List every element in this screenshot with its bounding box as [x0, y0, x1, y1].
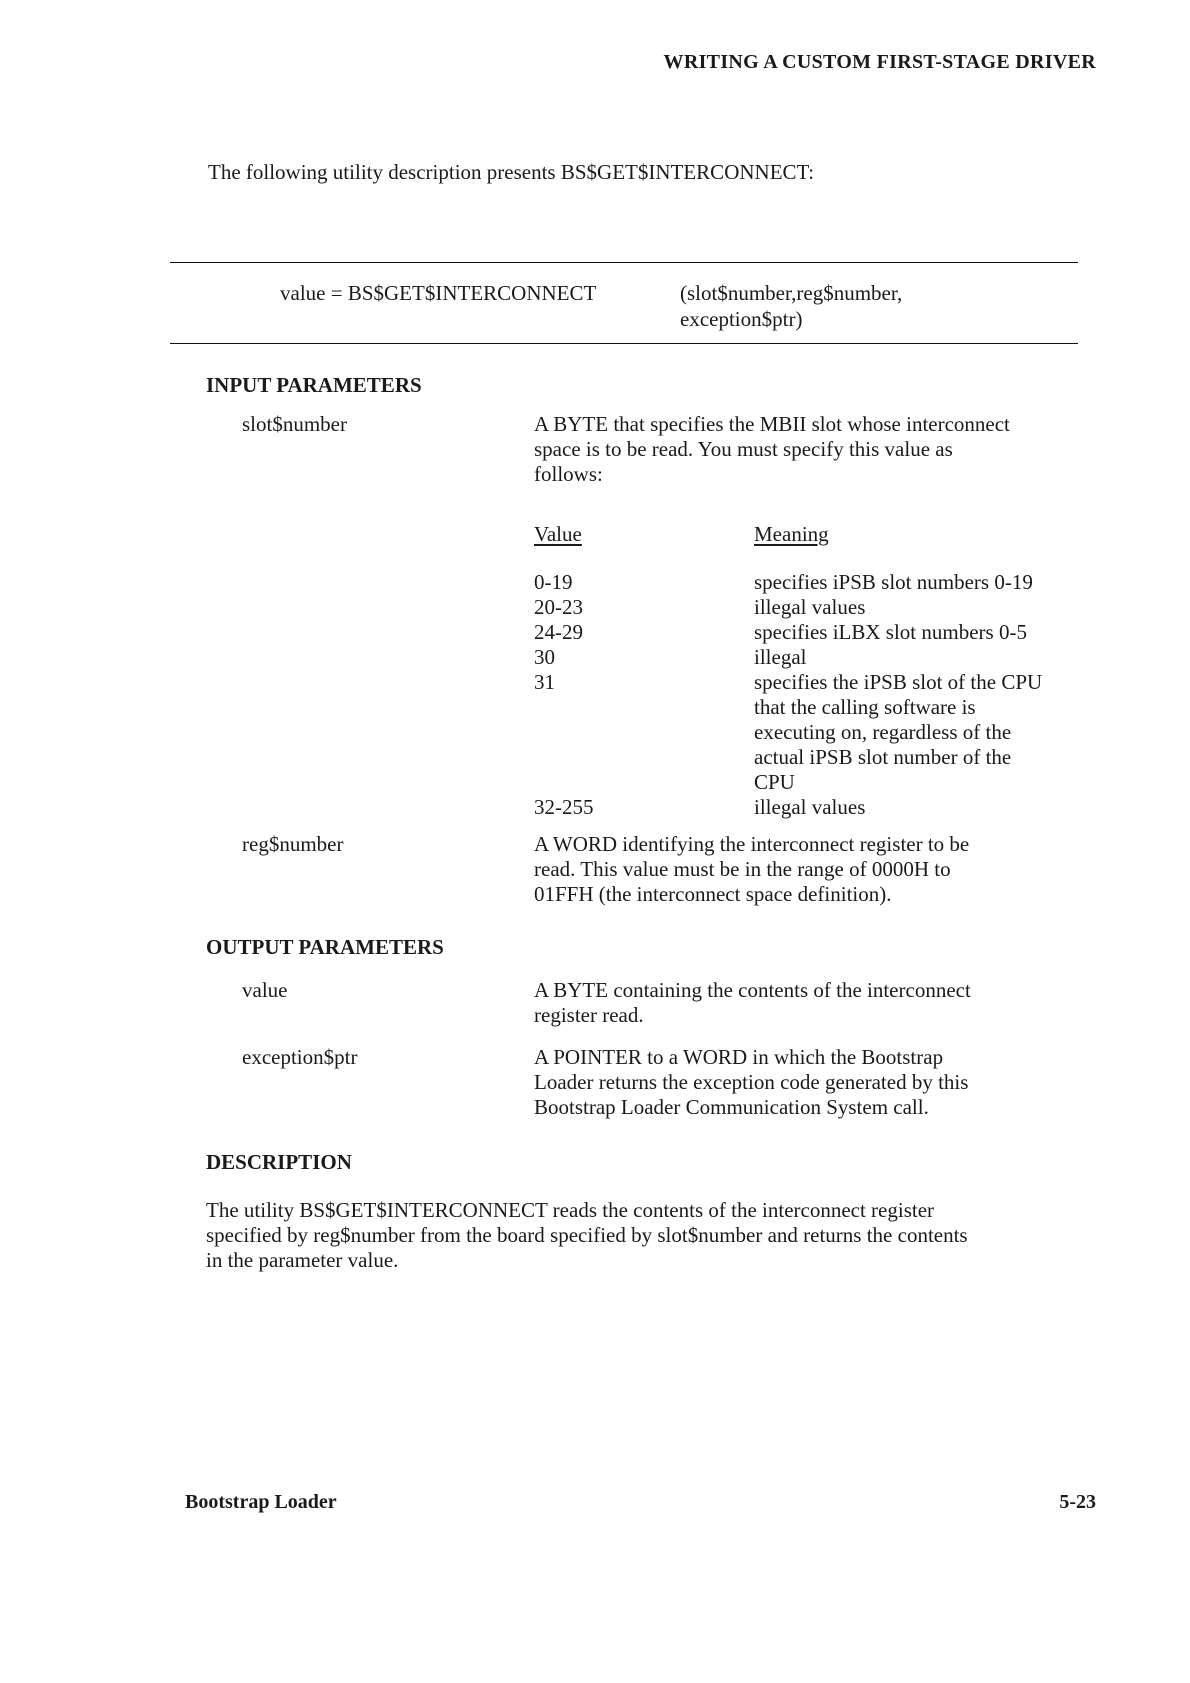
- input-parameters-heading: INPUT PARAMETERS: [206, 373, 422, 397]
- table-cell-meaning: [754, 795, 865, 820]
- desc-line: read. This value must be in the range of 0000H to: [534, 857, 951, 881]
- desc-line: A WORD identifying the interconnect register to be: [534, 832, 970, 856]
- syntax-call: value = BS$GET$INTERCONNECT: [280, 281, 597, 305]
- table-header-value: Value: [534, 522, 582, 546]
- desc-line: register read.: [534, 1003, 644, 1027]
- meaning-line: specifies iLBX slot numbers 0-5: [754, 620, 1027, 644]
- intro-text: The following utility description presents BS$GET$INTERCONNECT:: [208, 160, 815, 184]
- desc-line: 01FFH (the interconnect space definition).: [534, 882, 892, 906]
- table-cell-meaning: [754, 620, 1027, 645]
- desc-line: A BYTE containing the contents of the interconnect: [534, 978, 971, 1002]
- page-number: 5-23: [1059, 1491, 1096, 1513]
- syntax-top-rule: [170, 262, 1078, 263]
- desc-line: Bootstrap Loader Communication System call.: [534, 1095, 929, 1119]
- description-heading: DESCRIPTION: [206, 1150, 352, 1174]
- param-name-slot-number: slot$number: [242, 412, 347, 436]
- meaning-line: actual iPSB slot number of the: [754, 745, 1012, 769]
- param-desc-exception-ptr: [534, 1045, 1094, 1120]
- table-cell-value: 20-23: [534, 595, 583, 619]
- meaning-line: illegal values: [754, 795, 866, 819]
- param-desc-reg-number: [534, 832, 1094, 907]
- table-header-meaning: Meaning: [754, 522, 829, 546]
- table-row: [534, 595, 1094, 620]
- meaning-line: illegal: [754, 645, 807, 669]
- meaning-line: that the calling software is: [754, 695, 976, 719]
- value-meaning-table: [534, 570, 1094, 820]
- table-row: [534, 570, 1094, 595]
- meaning-line: executing on, regardless of the: [754, 720, 1012, 744]
- desc-line: in the parameter value.: [206, 1248, 399, 1272]
- description-body: [206, 1198, 1106, 1273]
- desc-line: The utility BS$GET$INTERCONNECT reads the contents of the interconnect register: [206, 1198, 935, 1222]
- syntax-bottom-rule: [170, 343, 1078, 344]
- table-cell-value: 30: [534, 645, 555, 669]
- param-desc-slot-number: [534, 412, 1094, 487]
- meaning-line: CPU: [754, 770, 795, 794]
- output-parameters-heading: OUTPUT PARAMETERS: [206, 935, 444, 959]
- table-cell-meaning: [754, 570, 1033, 595]
- syntax-args-line2: exception$ptr): [680, 307, 803, 331]
- table-cell-meaning: [754, 670, 1042, 795]
- desc-line: follows:: [534, 462, 603, 486]
- table-cell-value: 24-29: [534, 620, 583, 644]
- param-desc-value: [534, 978, 1094, 1028]
- table-row: [534, 670, 1094, 795]
- desc-line: space is to be read. You must specify this value as: [534, 437, 953, 461]
- meaning-line: illegal values: [754, 595, 866, 619]
- table-row: [534, 645, 1094, 670]
- table-row: [534, 795, 1094, 820]
- table-cell-value: 32-255: [534, 795, 594, 819]
- syntax-args-line1: (slot$number,reg$number,: [680, 281, 903, 305]
- param-name-value: value: [242, 978, 288, 1002]
- desc-line: A POINTER to a WORD in which the Bootstrap: [534, 1045, 944, 1069]
- param-name-exception-ptr: exception$ptr: [242, 1045, 358, 1069]
- param-name-reg-number: reg$number: [242, 832, 344, 856]
- footer-book-title: Bootstrap Loader: [185, 1491, 337, 1513]
- table-cell-value: 31: [534, 670, 555, 694]
- table-row: [534, 620, 1094, 645]
- meaning-line: specifies the iPSB slot of the CPU: [754, 670, 1043, 694]
- table-cell-meaning: [754, 645, 806, 670]
- running-header: WRITING A CUSTOM FIRST-STAGE DRIVER: [663, 51, 1096, 73]
- desc-line: specified by reg$number from the board specified by slot$number and returns the contents: [206, 1223, 968, 1247]
- meaning-line: specifies iPSB slot numbers 0-19: [754, 570, 1033, 594]
- desc-line: Loader returns the exception code generated by this: [534, 1070, 969, 1094]
- table-cell-meaning: [754, 595, 865, 620]
- desc-line: A BYTE that specifies the MBII slot whose interconnect: [534, 412, 1010, 436]
- table-cell-value: 0-19: [534, 570, 573, 594]
